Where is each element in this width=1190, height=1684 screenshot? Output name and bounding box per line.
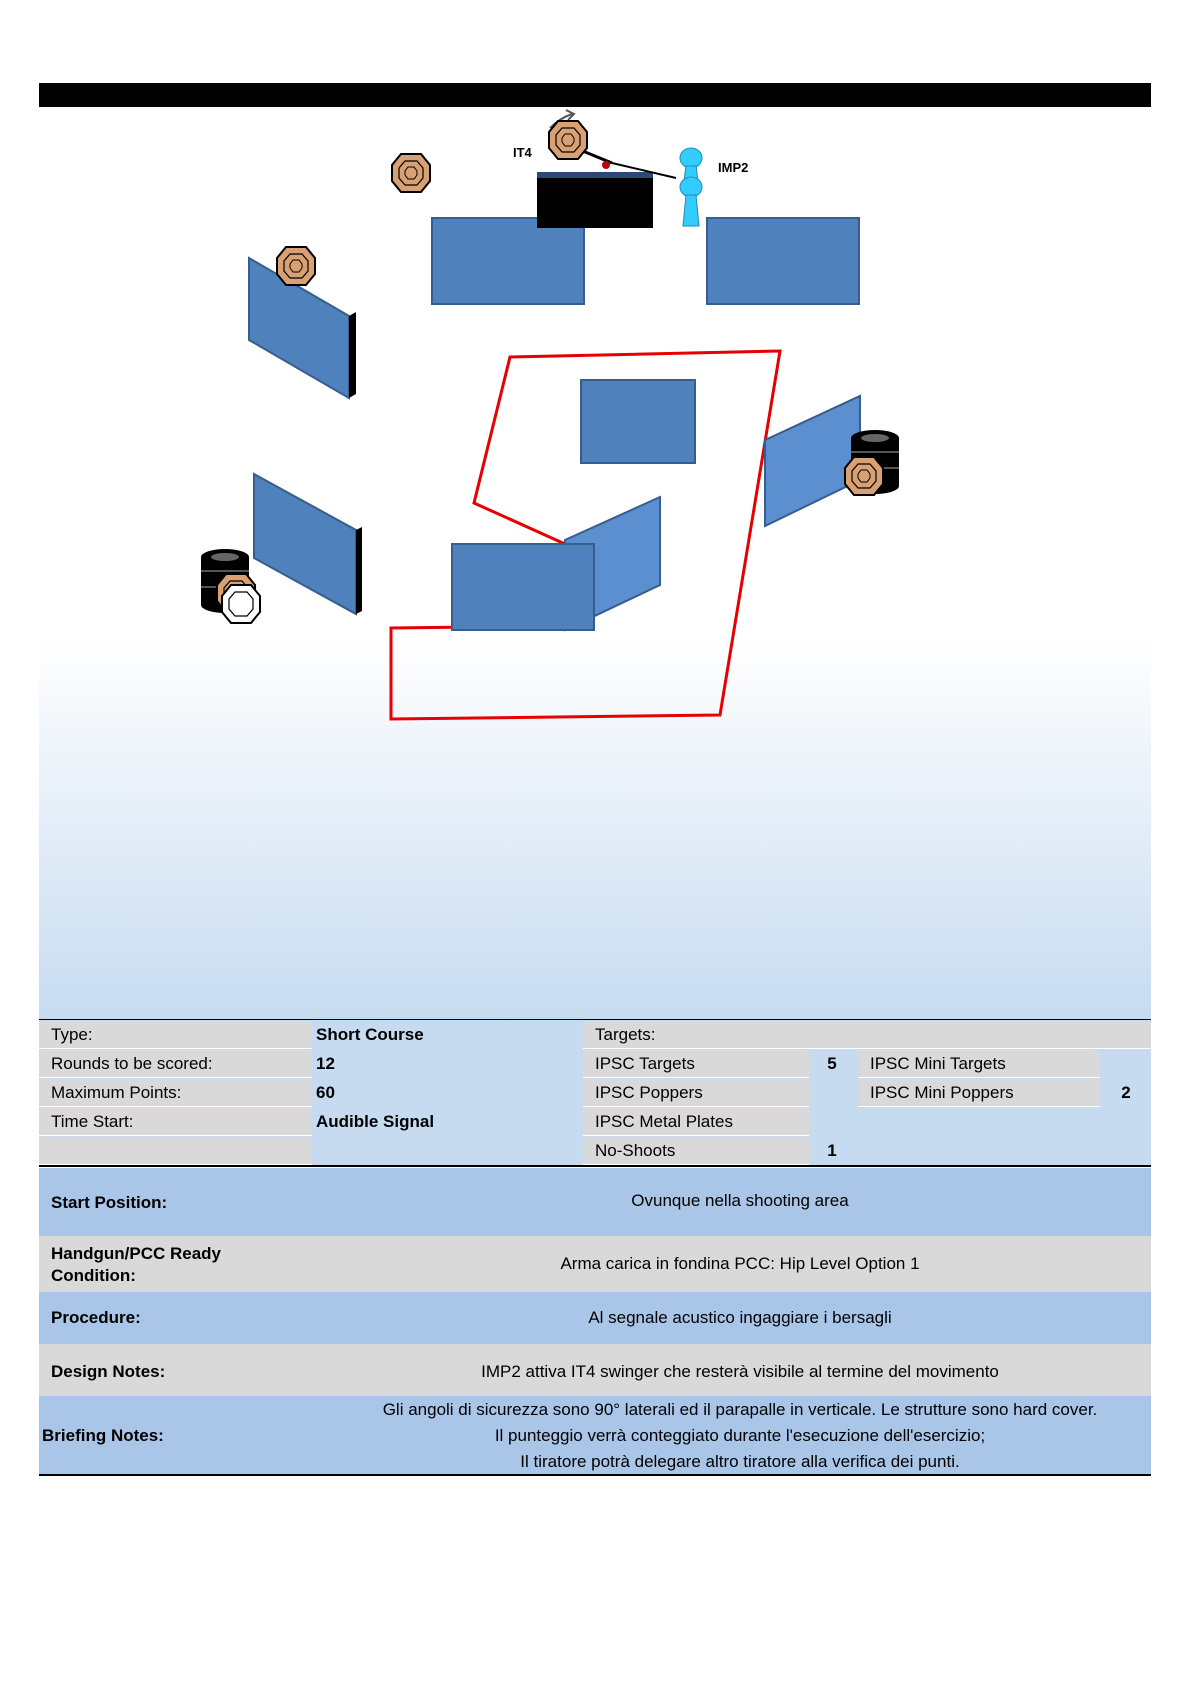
procedure-label: Procedure: [51,1308,141,1327]
paper-target [845,457,883,495]
barrier [765,396,860,526]
briefing-notes-row [39,1396,1151,1474]
ipsc-targets-label: IPSC Targets [583,1050,809,1078]
ready-condition-label-line1: Handgun/PCC Ready [51,1244,222,1263]
empty-label [39,1137,312,1165]
time-start-value: Audible Signal [316,1112,435,1131]
popper [680,148,702,226]
briefing-notes-line-2: Il punteggio verrà conteggiato durante l'esecuzione dell'esercizio; [494,1426,986,1445]
design-notes-label: Design Notes: [51,1362,166,1381]
paper-target [392,154,430,192]
ipsc-metal-plates-label: IPSC Metal Plates [583,1108,809,1136]
type-value: Short Course [316,1025,424,1044]
mini-poppers-count: 2 [1121,1083,1131,1102]
popper-activator-plate [537,172,653,228]
paper-target [277,247,315,285]
ipsc-targets-count: 5 [827,1054,837,1073]
briefing-notes-line-1: Gli angoli di sicurezza sono 90° laterali ed il parapalle in verticale. Le strutture sono hard cover. [382,1400,1098,1419]
time-start-label: Time Start: [39,1108,312,1136]
procedure-row [39,1292,1151,1344]
start-position-value: Ovunque nella shooting area [631,1191,849,1210]
briefing-notes-line-3: Il tiratore potrà delegare altro tiratore alla verifica dei punti. [520,1452,960,1471]
mini-targets-label: IPSC Mini Targets [858,1050,1100,1078]
ipsc-poppers-label: IPSC Poppers [583,1079,809,1107]
targets-header: Targets: [583,1021,1151,1049]
barrier [707,218,859,304]
start-position-label: Start Position: [51,1193,168,1212]
label-imp2: IMP2 [718,160,749,175]
barrier [432,218,584,304]
rounds-value: 12 [316,1054,335,1073]
rounds-label: Rounds to be scored: [39,1050,312,1078]
label-it4: IT4 [513,145,532,160]
mini-poppers-label: IPSC Mini Poppers [858,1079,1100,1107]
no-shoot-target [222,585,260,623]
no-shoots-count: 1 [827,1141,837,1160]
paper-target [549,121,587,159]
points-value: 60 [316,1083,335,1102]
divider [39,1474,1151,1476]
procedure-value: Al segnale acustico ingaggiare i bersagli [588,1308,892,1327]
type-label: Type: [39,1021,312,1049]
briefing-notes-label: Briefing Notes: [42,1426,164,1445]
divider [39,1165,1151,1167]
design-notes-row [39,1344,1151,1396]
barrier [581,380,695,463]
no-shoots-label: No-Shoots [583,1137,809,1165]
divider [39,1019,1151,1020]
ready-condition-value: Arma carica in fondina PCC: Hip Level Option 1 [560,1254,920,1273]
barrier [452,544,594,630]
barrier [254,474,362,614]
points-label: Maximum Points: [39,1079,312,1107]
ready-condition-label-line2: Condition: [51,1266,136,1285]
ready-condition-row [39,1236,1151,1292]
start-position-row [39,1168,1151,1236]
design-notes-value: IMP2 attiva IT4 swinger che resterà visibile al termine del movimento [481,1362,999,1381]
